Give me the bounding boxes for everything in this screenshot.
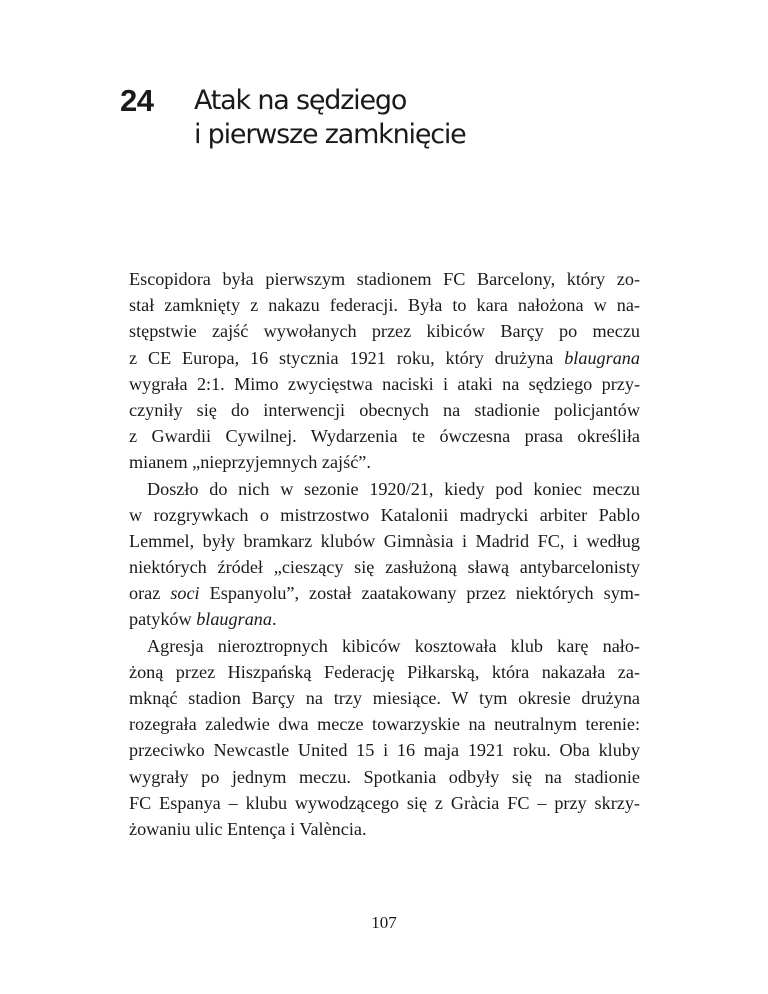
text-line: w rozgrywkach o mistrzostwo Katalonii madrycki arbiter Pablo xyxy=(129,504,640,525)
italic-term: soci xyxy=(170,583,200,604)
chapter-title-line-2: i pierwsze zamknięcie xyxy=(194,119,466,150)
text-line: stał zamknięty z nakazu federacji. Była to kara nałożona w na- xyxy=(129,295,640,316)
text-line: Escopidora była pierwszym stadionem FC Barcelony, który zo- xyxy=(129,269,640,289)
text-line: mknąć stadion Barçy na trzy miesiące. W tym okresie drużyna xyxy=(129,688,640,708)
italic-term: blaugrana xyxy=(564,347,640,368)
text-line: FC Espanya – klubu wywodzącego się z Gràcia FC – przy skrzy- xyxy=(129,792,640,813)
chapter-number: 24 xyxy=(120,83,154,118)
text-line: z CE Europa, 16 stycznia 1921 roku, który drużyna blaugrana xyxy=(129,347,640,368)
chapter-title-line-1: Atak na sędziego xyxy=(194,85,407,116)
chapter-title xyxy=(194,84,466,152)
paragraph-1 xyxy=(129,266,640,476)
text-line: przeciwko Newcastle United 15 i 16 maja 1921 roku. Oba kluby xyxy=(129,740,640,761)
italic-term: blaugrana xyxy=(196,609,272,630)
body-text xyxy=(129,266,640,842)
text-line: wygrała 2:1. Mimo zwycięstwa naciski i ataki na sędziego przy- xyxy=(129,373,640,394)
text-line: żoną przez Hiszpańską Federację Piłkarską, która nakazała za- xyxy=(129,661,640,682)
text-line: oraz soci Espanyolu”, został zaatakowany przez niektórych sym- xyxy=(129,583,640,604)
text-line: wygrały po jednym meczu. Spotkania odbyły się na stadionie xyxy=(129,766,640,787)
text-line: mianem „nieprzyjemnych zajść”. xyxy=(129,452,371,473)
text-line: czyniły się do interwencji obecnych na stadionie policjantów xyxy=(129,399,640,420)
text-line: stępstwie zajść wywołanych przez kibiców Barçy po meczu xyxy=(129,321,640,342)
text-line: patyków blaugrana. xyxy=(129,609,277,630)
text-line: z Gwardii Cywilnej. Wydarzenia te ówczesna prasa określiła xyxy=(129,426,640,447)
page-number: 107 xyxy=(371,913,397,932)
text-line: Lemmel, były bramkarz klubów Gimnàsia i Madrid FC, i według xyxy=(129,530,640,551)
text-line: niektórych źródeł „cieszący się zasłużoną sławą antybarcelonisty xyxy=(129,557,640,578)
text-line: Doszło do nich w sezonie 1920/21, kiedy pod koniec meczu xyxy=(147,478,640,499)
paragraph-2 xyxy=(129,476,640,633)
paragraph-3 xyxy=(129,633,640,843)
text-line: żowaniu ulic Entença i València. xyxy=(129,818,367,839)
text-line: Agresja nieroztropnych kibiców kosztowała klub karę nało- xyxy=(147,635,640,656)
text-line: rozegrała zaledwie dwa mecze towarzyskie na neutralnym terenie: xyxy=(129,714,640,735)
